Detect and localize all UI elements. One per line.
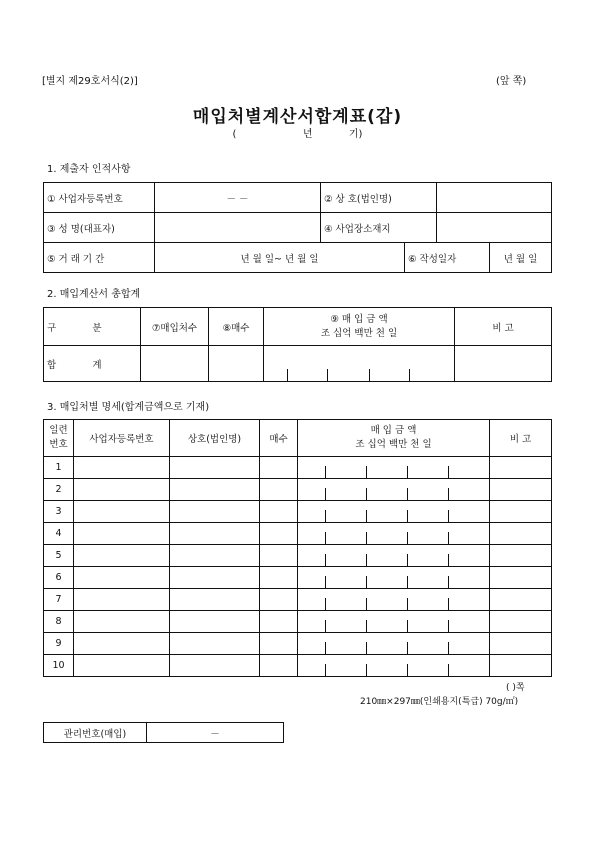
row-amount[interactable]: [298, 523, 490, 545]
row-sheets[interactable]: [260, 655, 298, 677]
row-sheets[interactable]: [260, 589, 298, 611]
unit-divider: [366, 664, 367, 676]
unit-divider: [448, 576, 449, 588]
name-label: ③ 성 명(대표자): [44, 213, 155, 243]
row-reg-no[interactable]: [74, 501, 170, 523]
col-remark: 비 고: [490, 420, 552, 457]
unit-divider: [448, 466, 449, 478]
row-reg-no[interactable]: [74, 611, 170, 633]
date-label: ⑥ 작성일자: [405, 243, 490, 273]
table-row: [44, 479, 552, 501]
unit-divider: [407, 466, 408, 478]
unit-divider: [325, 466, 326, 478]
unit-divider: [407, 532, 408, 544]
row-remark[interactable]: [490, 501, 552, 523]
unit-divider: [366, 576, 367, 588]
row-sheets[interactable]: [260, 567, 298, 589]
period-open: (: [232, 129, 237, 140]
row-trade-name[interactable]: [170, 545, 260, 567]
row-sheets[interactable]: [260, 457, 298, 479]
summary-table: [43, 307, 552, 382]
row-trade-name[interactable]: [170, 501, 260, 523]
unit-divider: [366, 598, 367, 610]
col-remark: 비 고: [455, 308, 552, 346]
period-label: ⑤ 거 래 기 간: [44, 243, 155, 273]
unit-divider: [369, 369, 370, 381]
row-amount[interactable]: [298, 545, 490, 567]
unit-divider: [327, 369, 328, 381]
unit-divider: [325, 532, 326, 544]
row-trade-name[interactable]: [170, 523, 260, 545]
unit-divider: [448, 510, 449, 522]
table-row: [44, 567, 552, 589]
period-year: 년: [302, 129, 313, 140]
total-label: 합 계: [44, 346, 141, 382]
row-reg-no[interactable]: [74, 457, 170, 479]
row-trade-name[interactable]: [170, 611, 260, 633]
address-field[interactable]: [437, 213, 552, 243]
col-amount-title: ⑨ 매 입 금 액: [330, 313, 388, 325]
col-supplier-count: ⑦매입처수: [141, 308, 209, 346]
unit-divider: [325, 576, 326, 588]
address-label: ④ 사업장소재지: [321, 213, 437, 243]
unit-divider: [325, 488, 326, 500]
table-row: [44, 457, 552, 479]
row-remark[interactable]: [490, 479, 552, 501]
page-number: ( )쪽: [506, 683, 525, 693]
row-remark[interactable]: [490, 523, 552, 545]
row-reg-no[interactable]: [74, 589, 170, 611]
row-amount[interactable]: [298, 457, 490, 479]
unit-divider: [407, 620, 408, 632]
reg-no-field[interactable]: － －: [155, 183, 321, 213]
mgmt-label: 관리번호(매입): [44, 723, 147, 743]
paper-spec: 210㎜×297㎜(인쇄용지(특급) 70g/㎡): [360, 697, 519, 707]
unit-divider: [448, 620, 449, 632]
unit-divider: [325, 598, 326, 610]
unit-divider: [448, 642, 449, 654]
form-id: [별지 제29호서식(2)]: [42, 76, 138, 87]
page-title: 매입처별계산서합계표(갑): [192, 107, 403, 127]
unit-divider: [448, 488, 449, 500]
mgmt-field[interactable]: －: [147, 723, 284, 743]
row-remark[interactable]: [490, 633, 552, 655]
row-remark[interactable]: [490, 567, 552, 589]
row-sheets[interactable]: [260, 479, 298, 501]
supplier-detail-table: [43, 419, 552, 677]
date-field[interactable]: 년 월 일: [490, 243, 552, 273]
trade-name-field[interactable]: [437, 183, 552, 213]
row-serial: 9: [44, 633, 74, 655]
col-serial-2: 번호: [49, 439, 68, 450]
row-trade-name[interactable]: [170, 567, 260, 589]
unit-divider: [407, 664, 408, 676]
col-sheets: 매수: [260, 420, 298, 457]
row-serial: 10: [44, 655, 74, 677]
col-serial: [44, 420, 74, 457]
col-sheets: ⑧매수: [209, 308, 264, 346]
row-reg-no[interactable]: [74, 479, 170, 501]
row-reg-no[interactable]: [74, 523, 170, 545]
unit-divider: [448, 532, 449, 544]
row-amount[interactable]: [298, 479, 490, 501]
table-row: [44, 523, 552, 545]
row-serial: 6: [44, 567, 74, 589]
table-row: [44, 611, 552, 633]
row-serial: 1: [44, 457, 74, 479]
section1-heading: 1. 제출자 인적사항: [47, 164, 131, 175]
total-amount[interactable]: [264, 346, 455, 382]
unit-divider: [409, 369, 410, 381]
unit-divider: [366, 466, 367, 478]
table-row: [44, 633, 552, 655]
row-reg-no[interactable]: [74, 655, 170, 677]
col-gubun: 구 분: [44, 308, 141, 346]
period-quarter: 기): [348, 129, 363, 140]
row-trade-name[interactable]: [170, 479, 260, 501]
unit-divider: [407, 576, 408, 588]
unit-divider: [325, 554, 326, 566]
total-supplier-count[interactable]: [141, 346, 209, 382]
unit-divider: [366, 488, 367, 500]
row-serial: 7: [44, 589, 74, 611]
table-row: [44, 589, 552, 611]
col-amount: [264, 308, 455, 346]
row-amount[interactable]: [298, 655, 490, 677]
unit-divider: [407, 642, 408, 654]
unit-divider: [325, 664, 326, 676]
unit-divider: [325, 642, 326, 654]
unit-divider: [448, 554, 449, 566]
row-serial: 5: [44, 545, 74, 567]
unit-divider: [366, 642, 367, 654]
row-reg-no[interactable]: [74, 545, 170, 567]
name-field[interactable]: [155, 213, 321, 243]
row-trade-name[interactable]: [170, 655, 260, 677]
section3-heading: 3. 매입처별 명세(합계금액으로 기재): [47, 402, 210, 413]
unit-divider: [448, 664, 449, 676]
row-sheets[interactable]: [260, 523, 298, 545]
row-amount[interactable]: [298, 611, 490, 633]
unit-divider: [325, 620, 326, 632]
section2-heading: 2. 매입계산서 총합계: [47, 289, 141, 300]
unit-divider: [407, 554, 408, 566]
col-trade-name: 상호(법인명): [170, 420, 260, 457]
row-serial: 4: [44, 523, 74, 545]
unit-divider: [407, 488, 408, 500]
row-trade-name[interactable]: [170, 457, 260, 479]
total-remark[interactable]: [455, 346, 552, 382]
table-row: [44, 655, 552, 677]
trade-name-label: ② 상 호(법인명): [321, 183, 437, 213]
col-amount: [298, 420, 490, 457]
unit-divider: [366, 532, 367, 544]
row-sheets[interactable]: [260, 501, 298, 523]
unit-divider: [448, 598, 449, 610]
row-remark[interactable]: [490, 611, 552, 633]
period-subtitle: [0, 125, 595, 140]
row-amount[interactable]: [298, 633, 490, 655]
period-field[interactable]: 년 월 일~ 년 월 일: [155, 243, 405, 273]
page-side: (앞 쪽): [496, 76, 527, 87]
row-remark[interactable]: [490, 545, 552, 567]
unit-divider: [366, 510, 367, 522]
table-row: [44, 545, 552, 567]
row-amount[interactable]: [298, 567, 490, 589]
table-row: [44, 501, 552, 523]
row-reg-no[interactable]: [74, 633, 170, 655]
row-serial: 8: [44, 611, 74, 633]
unit-divider: [407, 598, 408, 610]
col-serial-1: 일련: [49, 425, 68, 436]
row-amount[interactable]: [298, 501, 490, 523]
row-remark[interactable]: [490, 589, 552, 611]
row-amount[interactable]: [298, 589, 490, 611]
unit-divider: [325, 510, 326, 522]
unit-divider: [366, 620, 367, 632]
row-remark[interactable]: [490, 457, 552, 479]
col-amount-units: 조 십억 백만 천 일: [355, 439, 432, 450]
unit-divider: [287, 369, 288, 381]
row-trade-name[interactable]: [170, 633, 260, 655]
row-trade-name[interactable]: [170, 589, 260, 611]
col-amount-title: 매 입 금 액: [370, 425, 417, 436]
unit-divider: [407, 510, 408, 522]
row-serial: 3: [44, 501, 74, 523]
row-sheets[interactable]: [260, 633, 298, 655]
row-sheets[interactable]: [260, 611, 298, 633]
col-amount-units: 조 십억 백만 천 일: [320, 327, 398, 339]
unit-divider: [366, 554, 367, 566]
row-remark[interactable]: [490, 655, 552, 677]
total-sheets[interactable]: [209, 346, 264, 382]
row-sheets[interactable]: [260, 545, 298, 567]
col-reg-no: 사업자등록번호: [74, 420, 170, 457]
submitter-table: [43, 182, 552, 273]
management-table: [43, 722, 284, 743]
reg-no-label: ① 사업자등록번호: [44, 183, 155, 213]
row-serial: 2: [44, 479, 74, 501]
row-reg-no[interactable]: [74, 567, 170, 589]
